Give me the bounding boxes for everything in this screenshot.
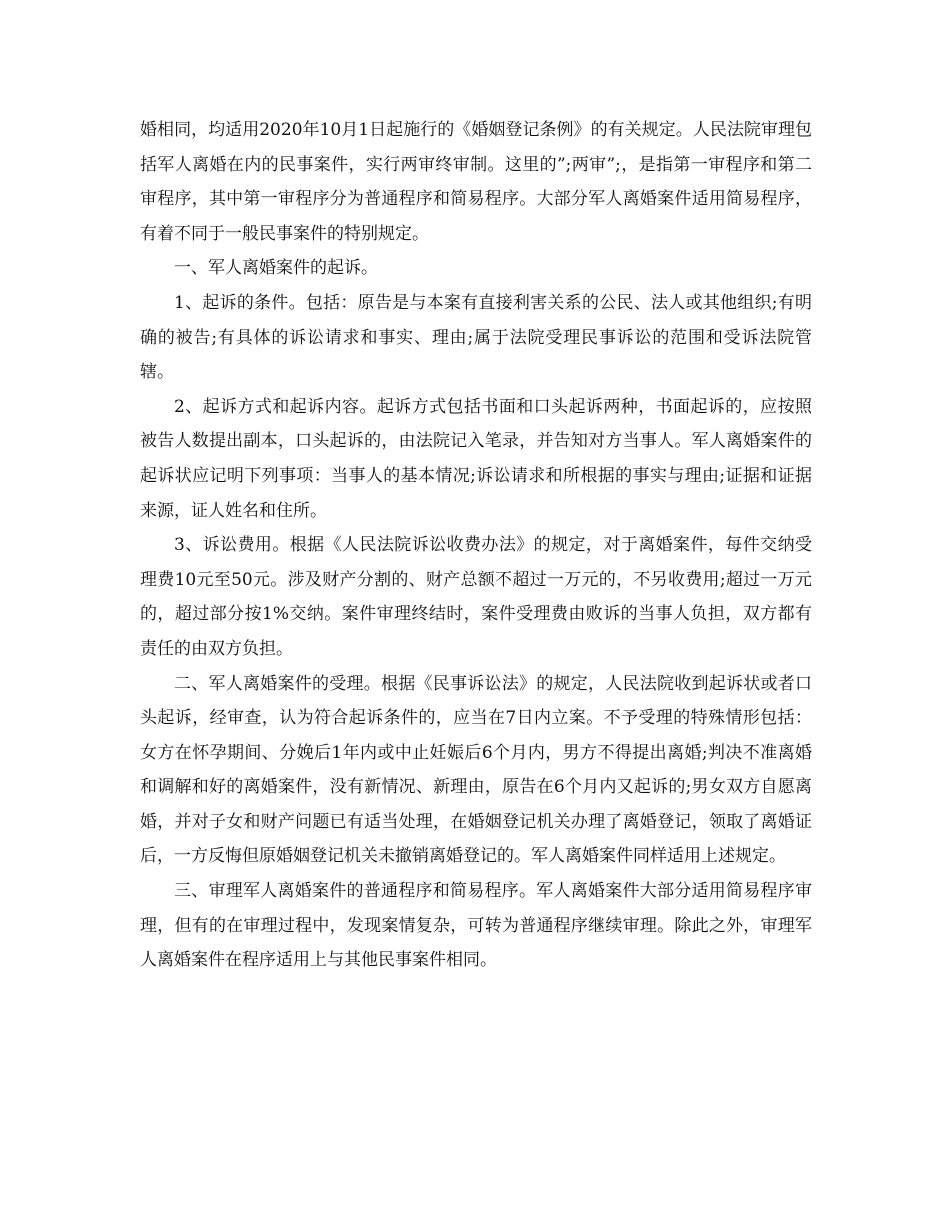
paragraph-continuation: 婚相同，均适用2020年10月1日起施行的《婚姻登记条例》的有关规定。人民法院审理包括军人离婚在内的民事案件，实行两审终审制。这里的”;两审”;，是指第一审程序和第二审程序，其中第一审程序分为普通程序和简易程序。大部分军人离婚案件适用简易程序，有着不同于一般民事案件的特别规定。 — [140, 120, 812, 244]
document-body — [140, 113, 812, 978]
paragraph-methods: 2、起诉方式和起诉内容。起诉方式包括书面和口头起诉两种，书面起诉的，应按照被告人数提出副本，口头起诉的，由法院记入笔录，并告知对方当事人。军人离婚案件的起诉状应记明下列事项：当事人的基本情况;诉讼请求和所根据的事实与理由;证据和证据来源，证人姓名和住所。 — [140, 396, 812, 521]
paragraph-fees: 3、诉讼费用。根据《人民法院诉讼收费办法》的规定，对于离婚案件，每件交纳受理费10元至50元。涉及财产分割的、财产总额不超过一万元的，不另收费用;超过一万元的，超过部分按1%交纳。案件审理终结时，案件受理费由败诉的当事人负担，双方都有责任的由双方负担。 — [140, 535, 812, 659]
section-heading-prosecution: 一、军人离婚案件的起诉。 — [174, 258, 378, 279]
paragraph-procedures: 三、审理军人离婚案件的普通程序和简易程序。军人离婚案件大部分适用简易程序审理，但有的在审理过程中，发现案情复杂，可转为普通程序继续审理。除此之外，审理军人离婚案件在程序适用上与其他民事案件相同。 — [140, 881, 812, 971]
paragraph-conditions: 1、起诉的条件。包括：原告是与本案有直接利害关系的公民、法人或其他组织;有明确的被告;有具体的诉讼请求和事实、理由;属于法院受理民事诉讼的范围和受诉法院管辖。 — [140, 292, 812, 383]
paragraph-acceptance: 二、军人离婚案件的受理。根据《民事诉讼法》的规定，人民法院收到起诉状或者口头起诉，经审查，认为符合起诉条件的，应当在7日内立案。不予受理的特殊情形包括：女方在怀孕期间、分娩后1年内或中止妊娠后6个月内，男方不得提出离婚;判决不准离婚和调解和好的离婚案件，没有新情况、新理由，原告在6个月内又起诉的;男女双方自愿离婚，并对子女和财产问题已有适当处理，在婚姻登记机关办理了离婚登记，领取了离婚证后，一方反悔但原婚姻登记机关未撤销离婚登记的。军人离婚案件同样适用上述规定。 — [140, 673, 812, 867]
